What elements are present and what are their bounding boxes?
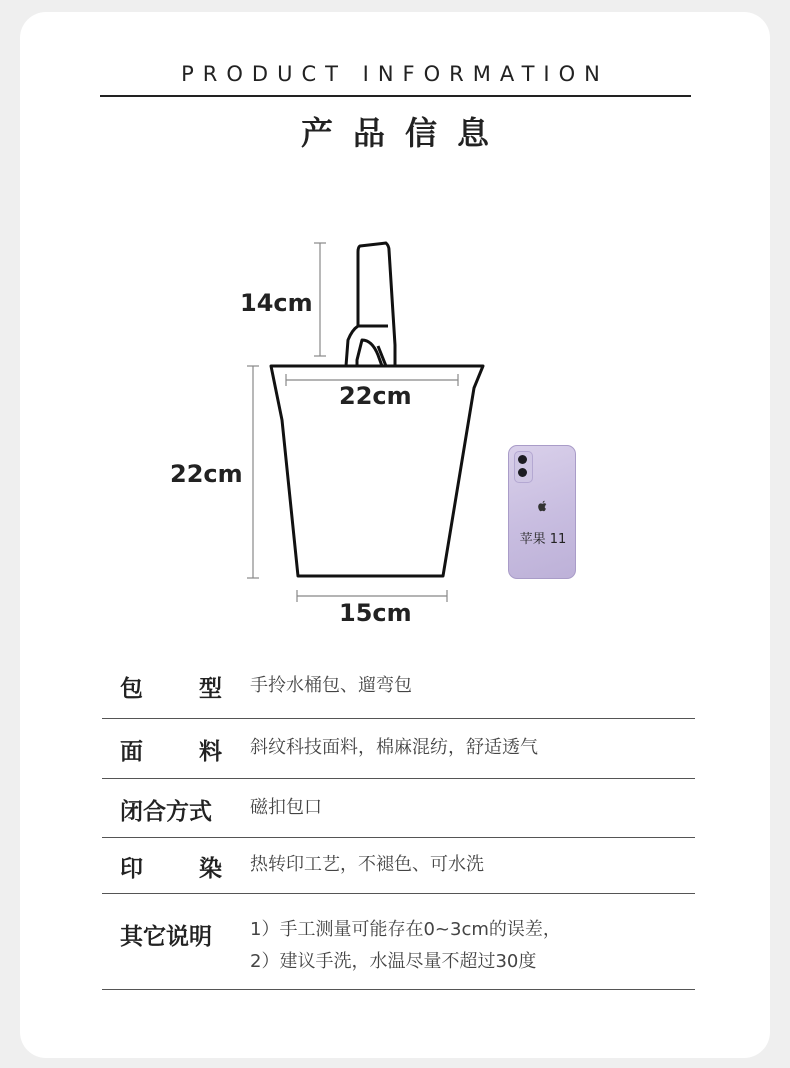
spec-value-line-2: 2）建议手洗，水温尽量不超过30度 — [250, 951, 537, 972]
spec-row-closure — [102, 779, 695, 838]
camera-module-icon — [514, 451, 533, 483]
phone-model-label: 苹果 11 — [519, 532, 567, 547]
spec-value: 斜纹科技面料，棉麻混纺，舒适透气 — [250, 737, 538, 758]
spec-value: 热转印工艺，不褪色、可水洗 — [250, 854, 484, 875]
body-height-label: 22cm — [170, 460, 243, 488]
chinese-title: 产品信息 — [300, 114, 509, 152]
spec-label: 其它说明 — [120, 924, 212, 950]
bag-handle-drawing — [346, 243, 395, 366]
spec-table — [102, 655, 695, 990]
spec-row-printing — [102, 838, 695, 894]
spec-row-type — [102, 655, 695, 719]
spec-label: 包 型 — [120, 676, 222, 702]
top-width-label: 22cm — [339, 382, 412, 410]
english-title: PRODUCT INFORMATION — [181, 62, 609, 86]
spec-label: 面 料 — [120, 739, 222, 765]
spec-value: 手拎水桶包、遛弯包 — [250, 675, 412, 696]
spec-value-line-1: 1）手工测量可能存在0~3cm的误差， — [250, 919, 561, 940]
apple-logo-icon — [509, 500, 577, 515]
handle-height-label: 14cm — [240, 289, 313, 317]
phone-size-reference — [508, 445, 576, 579]
bottom-width-label: 15cm — [339, 599, 412, 627]
spec-row-material — [102, 719, 695, 779]
spec-label: 闭合方式 — [120, 799, 212, 825]
spec-value: 磁扣包口 — [250, 797, 322, 818]
spec-row-notes — [102, 894, 695, 990]
spec-label: 印 染 — [120, 856, 222, 882]
